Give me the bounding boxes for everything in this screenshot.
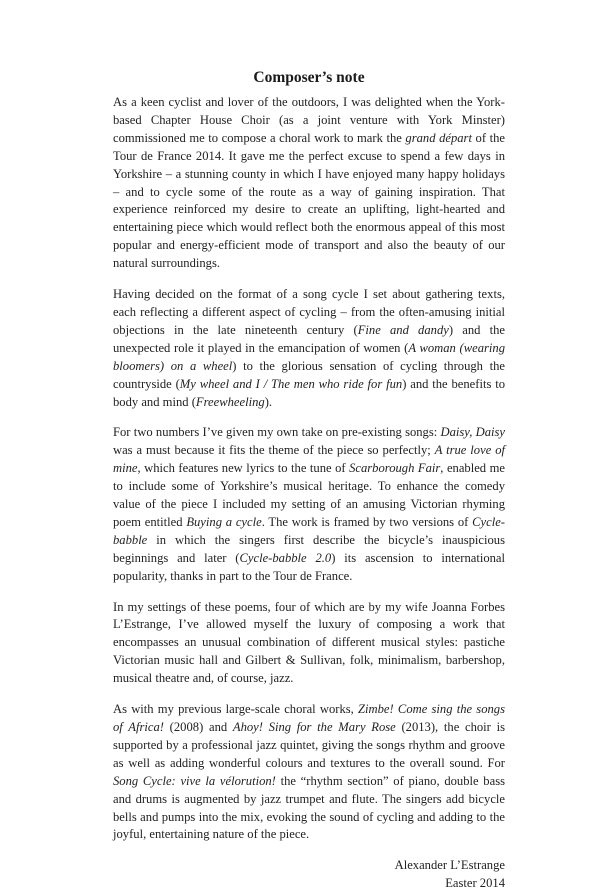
italic-title-text: Fine and dandy — [357, 322, 449, 337]
paragraph — [113, 286, 505, 411]
italic-title-text: A true love of mine — [113, 443, 506, 476]
paragraph-text: , enabled me to include some of Yorkshire’s musical heritage. To enhance the comedy value of the piece I included my setting of an amusing Victorian rhyming poem entitled — [113, 461, 505, 529]
signature-block — [113, 857, 505, 893]
body-text — [113, 94, 505, 844]
italic-title-text: A woman (wearing bloomers) on a wheel — [113, 340, 505, 373]
italic-title-text: My wheel and I / The men who ride for fun — [179, 376, 403, 391]
paragraph — [113, 424, 505, 585]
italic-title-text: Scarborough Fair — [349, 461, 441, 476]
italic-title-text: Buying a cycle — [186, 514, 262, 529]
paragraph-text: , which features new lyrics to the tune of — [137, 461, 350, 476]
italic-title-text: Zimbe! Come sing the songs of Africa! — [113, 702, 506, 734]
italic-title-text: grand départ — [405, 130, 472, 145]
paragraph-text: was a must because it fits the theme of the piece so perfectly; — [113, 443, 435, 458]
paragraph-text: For two numbers I’ve given my own take on pre-existing songs: — [113, 425, 441, 440]
page-title: Composer’s note — [253, 69, 365, 86]
paragraph-text: (2013), the choir is supported by a professional jazz quintet, giving the songs rhythm and groove as well as adding wonderful colours and textures to the overall sound. For — [113, 720, 505, 770]
paragraph-text: ). — [264, 394, 273, 409]
paragraph-text: ) its ascension to international popularity, thanks in part to the Tour de France. — [113, 550, 506, 583]
italic-title-text: Ahoy! Sing for the Mary Rose — [232, 720, 396, 734]
paragraph-text: As a keen cyclist and lover of the outdoors, I was delighted when the York-based Chapter House Choir (as a joint venture with York Minster) commissioned me to compose a choral work to mark the — [113, 95, 505, 145]
signature-date: Easter 2014 — [445, 876, 505, 891]
document-page — [113, 68, 505, 893]
paragraph-text: ) and the benefits to body and mind ( — [113, 376, 505, 409]
paragraph-text: ) to the glorious sensation of cycling through the countryside ( — [113, 358, 505, 391]
italic-title-text: Song Cycle: vive la vélorution! — [113, 773, 276, 788]
paragraph-text: the “rhythm section” of piano, double bass and drums is augmented by jazz trumpet and flute. The singers add bicycle bells and pumps into the mix, evoking the sound of cycling and adding to the joyful, entertaining nature of the piece. — [113, 773, 505, 842]
paragraph-text: (2008) and — [163, 720, 233, 734]
paragraph-text: of the Tour de France 2014. It gave me the perfect excuse to spend a few days in Yorkshire – a stunning county in which I have enjoyed many happy holidays – and to cycle some of the route as a way of gaining inspiration. That experience reinforced my desire to create an uplifting, light-hearted and entertaining piece which would reflect both the enormous appeal of this most popular and energy-efficient mode of transport and also the beauty of our natural surroundings. — [113, 130, 505, 271]
paragraph-text: ) and the unexpected role it played in the emancipation of women ( — [113, 322, 505, 355]
author-name: Alexander L’Estrange — [394, 858, 505, 873]
paragraph — [113, 701, 505, 844]
paragraph-text: Having decided on the format of a song cycle I set about gathering texts, each reflecting a different aspect of cycling – from the often-amusing initial objections in the late nineteenth century ( — [113, 287, 505, 337]
italic-title-text: Cycle-babble — [113, 514, 505, 547]
paragraph — [113, 599, 505, 689]
italic-title-text: Daisy, Daisy — [440, 425, 505, 440]
paragraph-text: As with my previous large-scale choral works, — [113, 702, 359, 717]
italic-title-text: Cycle-babble 2.0 — [239, 550, 332, 565]
paragraph-text: in which the singers first describe the bicycle’s inauspicious beginnings and later ( — [113, 532, 505, 565]
paragraph — [113, 94, 505, 273]
italic-title-text: Freewheeling — [195, 394, 265, 409]
paragraph-text: In my settings of these poems, four of which are by my wife Joanna Forbes L’Estrange, I’ve allowed myself the luxury of composing a work that encompasses an unusual combination of different musical styles: pastiche Victorian music hall and Gilbert & Sullivan, folk, minimalism, barbershop, musical theatre and, of course, jazz. — [113, 599, 505, 686]
paragraph-text: . The work is framed by two versions of — [261, 514, 473, 529]
